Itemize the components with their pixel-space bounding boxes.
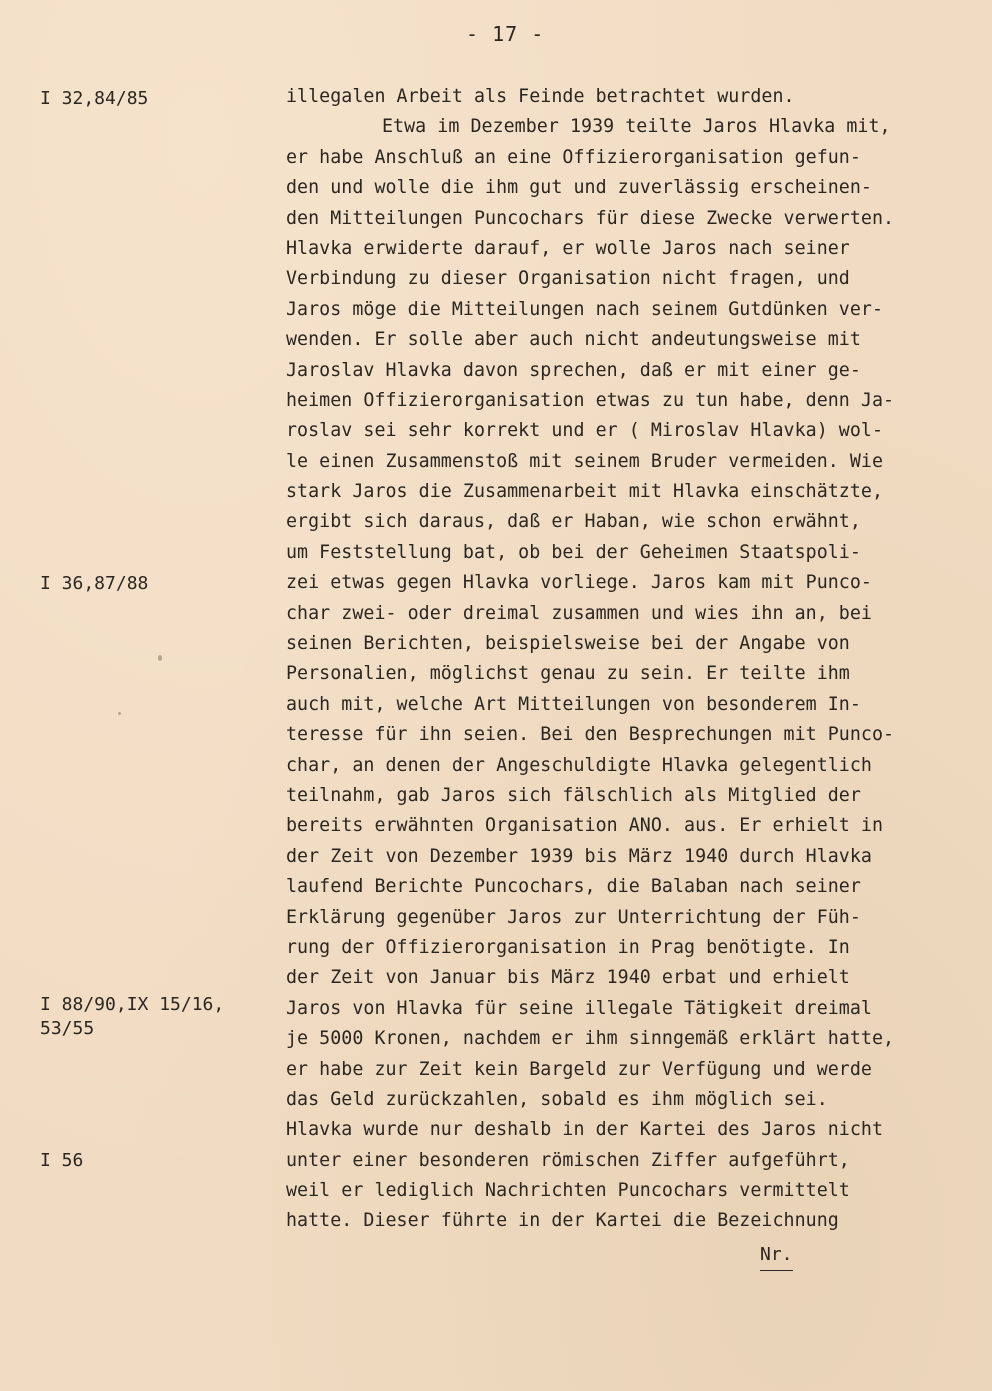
margin-reference: I 32,84/85 xyxy=(40,88,149,109)
text-line: stark Jaros die Zusammenarbeit mit Hlavka einschätzte, xyxy=(286,481,884,503)
page-number: - 17 - xyxy=(466,22,545,46)
text-line: illegalen Arbeit als Feinde betrachtet wurden. xyxy=(286,86,795,107)
text-line: rung der Offizierorganisation in Prag benötigte. In xyxy=(286,936,850,958)
margin-reference: I 36,87/88 xyxy=(40,573,149,594)
text-line: den und wolle die ihm gut und zuverlässig erscheinen- xyxy=(286,177,872,199)
text-line: um Feststellung bat, ob bei der Geheimen Staatspoli- xyxy=(286,541,861,563)
text-line: zei etwas gegen Hlavka vorliege. Jaros kam mit Punco- xyxy=(286,572,872,594)
text-line: hatte. Dieser führte in der Kartei die Bezeichnung xyxy=(286,1210,839,1232)
text-line: heimen Offizierorganisation etwas zu tun habe, denn Ja- xyxy=(286,389,895,411)
catchword: Nr. xyxy=(760,1240,793,1271)
text-line: laufend Berichte Puncochars, die Balaban nach seiner xyxy=(286,876,861,898)
text-line: er habe zur Zeit kein Bargeld zur Verfügung und werde xyxy=(286,1058,872,1080)
paper-speck xyxy=(118,712,121,715)
text-line: Erklärung gegenüber Jaros zur Unterrichtung der Füh- xyxy=(286,906,861,928)
text-line: teilnahm, gab Jaros sich fälschlich als Mitglied der xyxy=(286,784,861,806)
text-line: Verbindung zu dieser Organisation nicht fragen, und xyxy=(286,268,850,290)
text-line: der Zeit von Dezember 1939 bis März 1940 durch Hlavka xyxy=(286,845,872,867)
text-line: je 5000 Kronen, nachdem er ihm sinngemäß erklärt hatte, xyxy=(286,1028,895,1050)
text-line: char, an denen der Angeschuldigte Hlavka gelegentlich xyxy=(286,754,872,776)
margin-reference: I 88/90,IX 15/16, 53/55 xyxy=(40,994,225,1039)
text-line: den Mitteilungen Puncochars für diese Zwecke verwerten. xyxy=(286,207,895,229)
text-line: unter einer besonderen römischen Ziffer aufgeführt, xyxy=(286,1149,850,1171)
paper-speck xyxy=(158,655,162,661)
text-line: seinen Berichten, beispielsweise bei der Angabe von xyxy=(286,633,850,655)
text-line: Hlavka wurde nur deshalb in der Kartei des Jaros nicht xyxy=(286,1119,884,1141)
text-line: Personalien, möglichst genau zu sein. Er teilte ihm xyxy=(286,663,850,685)
text-line: ergibt sich daraus, daß er Haban, wie schon erwähnt, xyxy=(286,511,861,533)
text-line: Hlavka erwiderte darauf, er wolle Jaros nach seiner xyxy=(286,237,850,259)
body-text xyxy=(286,82,966,1237)
text-line: auch mit, welche Art Mitteilungen von besonderem In- xyxy=(286,693,861,715)
text-line: weil er lediglich Nachrichten Puncochars vermittelt xyxy=(286,1180,850,1202)
text-line: Etwa im Dezember 1939 teilte Jaros Hlavka mit, xyxy=(382,116,891,138)
text-line: der Zeit von Januar bis März 1940 erbat und erhielt xyxy=(286,967,850,989)
text-line: bereits erwähnten Organisation ANO. aus. Er erhielt in xyxy=(286,815,884,837)
text-line: er habe Anschluß an eine Offizierorganisation gefun- xyxy=(286,146,861,168)
text-line: das Geld zurückzahlen, sobald es ihm möglich sei. xyxy=(286,1088,828,1110)
text-line: roslav sei sehr korrekt und er ( Miroslav Hlavka) wol- xyxy=(286,420,884,442)
text-line: wenden. Er solle aber auch nicht andeutungsweise mit xyxy=(286,329,861,351)
margin-reference: I 56 xyxy=(40,1150,84,1171)
text-line: Jaroslav Hlavka davon sprechen, daß er mit einer ge- xyxy=(286,359,861,381)
text-line: Jaros von Hlavka für seine illegale Tätigkeit dreimal xyxy=(286,997,872,1019)
text-line: Jaros möge die Mitteilungen nach seinem Gutdünken ver- xyxy=(286,298,884,320)
text-line: le einen Zusammenstoß mit seinem Bruder vermeiden. Wie xyxy=(286,450,884,472)
text-line: teresse für ihn seien. Bei den Besprechungen mit Punco- xyxy=(286,724,895,746)
text-line: char zwei- oder dreimal zusammen und wies ihn an, bei xyxy=(286,602,872,624)
